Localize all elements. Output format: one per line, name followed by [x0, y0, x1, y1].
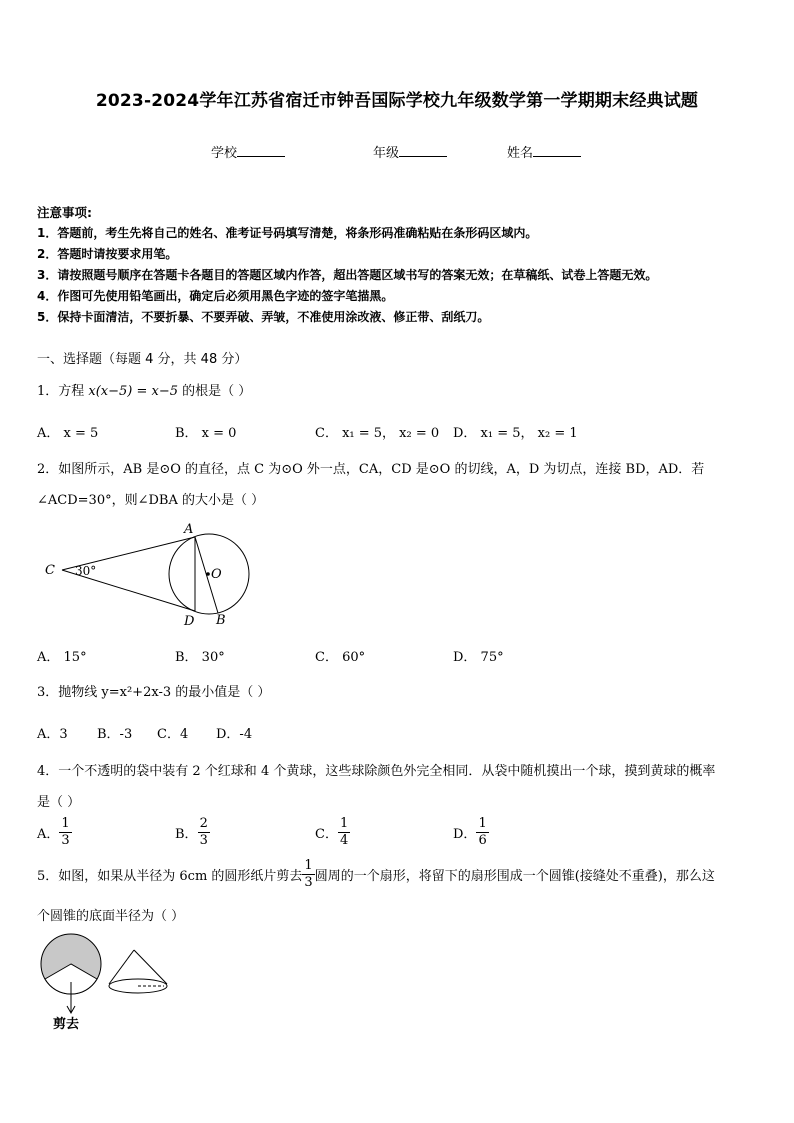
q2-option-a: A． 15°: [37, 650, 87, 665]
question-2-line2: ∠ACD=30°，则∠DBA 的大小是（ ）: [37, 493, 265, 508]
q4-option-a: [37, 816, 72, 849]
question-1: [37, 380, 251, 399]
page-title: 2023-2024学年江苏省宿迁市钟吾国际学校九年级数学第一学期期末经典试题: [95, 91, 699, 111]
question-2-line1: 2．如图所示，AB 是⊙O 的直径，点 C 为⊙O 外一点，CA，CD 是⊙O 的切线，A，D 为切点，连接 BD，AD．若: [37, 462, 705, 477]
label-angle: 30°: [75, 564, 97, 578]
q4-option-d: [453, 816, 489, 849]
q1-option-c: C． x₁ = 5， x₂ = 0: [315, 426, 440, 441]
q4-a-denominator: 3: [61, 833, 70, 848]
section-heading: 一、选择题（每题 4 分，共 48 分）: [37, 352, 248, 367]
grade-label: 年级: [373, 146, 400, 161]
school-label: 学校: [211, 146, 238, 161]
q4-c-denominator: 4: [339, 833, 349, 848]
school-blank: [237, 144, 285, 157]
q2-option-c: C． 60°: [315, 650, 366, 665]
q4-c-numerator: 1: [339, 816, 349, 831]
label-a: A: [184, 522, 194, 537]
q3-option-b: B．-3: [97, 727, 133, 742]
q4-a-numerator: 1: [61, 816, 70, 831]
question-3: 3．抛物线 y=x²+2x-3 的最小值是（ ）: [37, 685, 271, 700]
cut-label: 剪去: [53, 1017, 80, 1032]
q1-equation: x(x−5) = x−5: [88, 384, 179, 399]
q2-figure: [38, 518, 258, 630]
notes-heading: 注意事项:: [37, 205, 92, 220]
q1-option-a: A． x = 5: [37, 426, 99, 441]
center-dot: [206, 572, 210, 576]
q1-option-b: B． x = 0: [175, 426, 237, 441]
question-5-line1: [37, 858, 715, 891]
q1-suffix: 的根是（ ）: [178, 384, 252, 399]
q4-option-a-label: A．: [37, 827, 60, 842]
q3-option-d: D．-4: [216, 727, 253, 742]
q5-frac-num: 1: [304, 858, 313, 873]
name-blank: [533, 144, 581, 157]
q4-option-d-label: D．: [453, 827, 477, 842]
q4-b-numerator: 2: [199, 816, 208, 831]
question-4-line1: 4．一个不透明的袋中装有 2 个红球和 4 个黄球，这些球除颜色外完全相同．从袋中随机摸出一个球，摸到黄球的概率: [37, 764, 716, 779]
q4-d-denominator: 6: [478, 833, 487, 848]
note-item: 1．答题前，考生先将自己的姓名、准考证号码填写清楚，将条形码准确粘贴在条形码区域内。: [37, 226, 538, 240]
q3-option-a: A．3: [37, 727, 68, 742]
q5-frac-den: 3: [304, 875, 313, 890]
q4-option-c-label: C．: [315, 827, 338, 842]
q4-option-b-label: B．: [175, 827, 198, 842]
question-5-line2: 个圆锥的底面半径为（ ）: [37, 909, 185, 924]
q3-option-c: C．4: [157, 727, 189, 742]
q1-prefix: 1．方程: [37, 384, 89, 399]
q5-figure: [36, 932, 176, 1032]
q2-option-b: B． 30°: [175, 650, 225, 665]
grade-field: [373, 142, 447, 161]
q5-text-a: 5．如图，如果从半径为 6cm 的圆形纸片剪去: [37, 869, 303, 884]
note-item: 4．作图可先使用铅笔画出，确定后必须用黑色字迹的签字笔描黑。: [37, 289, 394, 303]
q2-option-d: D． 75°: [453, 650, 504, 665]
note-item: 5．保持卡面清洁，不要折暴、不要弄破、弄皱，不准使用涂改液、修正带、刮纸刀。: [37, 310, 490, 324]
school-field: [211, 142, 285, 161]
name-label: 姓名: [507, 146, 534, 161]
q4-d-numerator: 1: [478, 816, 487, 831]
q4-option-c: [315, 816, 350, 849]
label-c: C: [45, 563, 55, 578]
name-field: [507, 142, 581, 161]
note-item: 2．答题时请按要求用笔。: [37, 247, 178, 261]
q5-text-b: 圆周的一个扇形，将留下的扇形围成一个圆锥(接缝处不重叠)，那么这: [314, 869, 715, 884]
q4-b-denominator: 3: [199, 833, 208, 848]
q1-option-d: D． x₁ = 5， x₂ = 1: [453, 426, 578, 441]
question-4-line2: 是（ ）: [37, 795, 81, 810]
label-b: B: [216, 613, 226, 628]
note-item: 3．请按照题号顺序在答题卡各题目的答题区域内作答，超出答题区域书写的答案无效；在草稿纸、试卷上答题无效。: [37, 268, 658, 282]
grade-blank: [399, 144, 447, 157]
label-d: D: [184, 614, 195, 629]
q4-option-b: [175, 816, 210, 849]
label-o: O: [211, 567, 222, 582]
